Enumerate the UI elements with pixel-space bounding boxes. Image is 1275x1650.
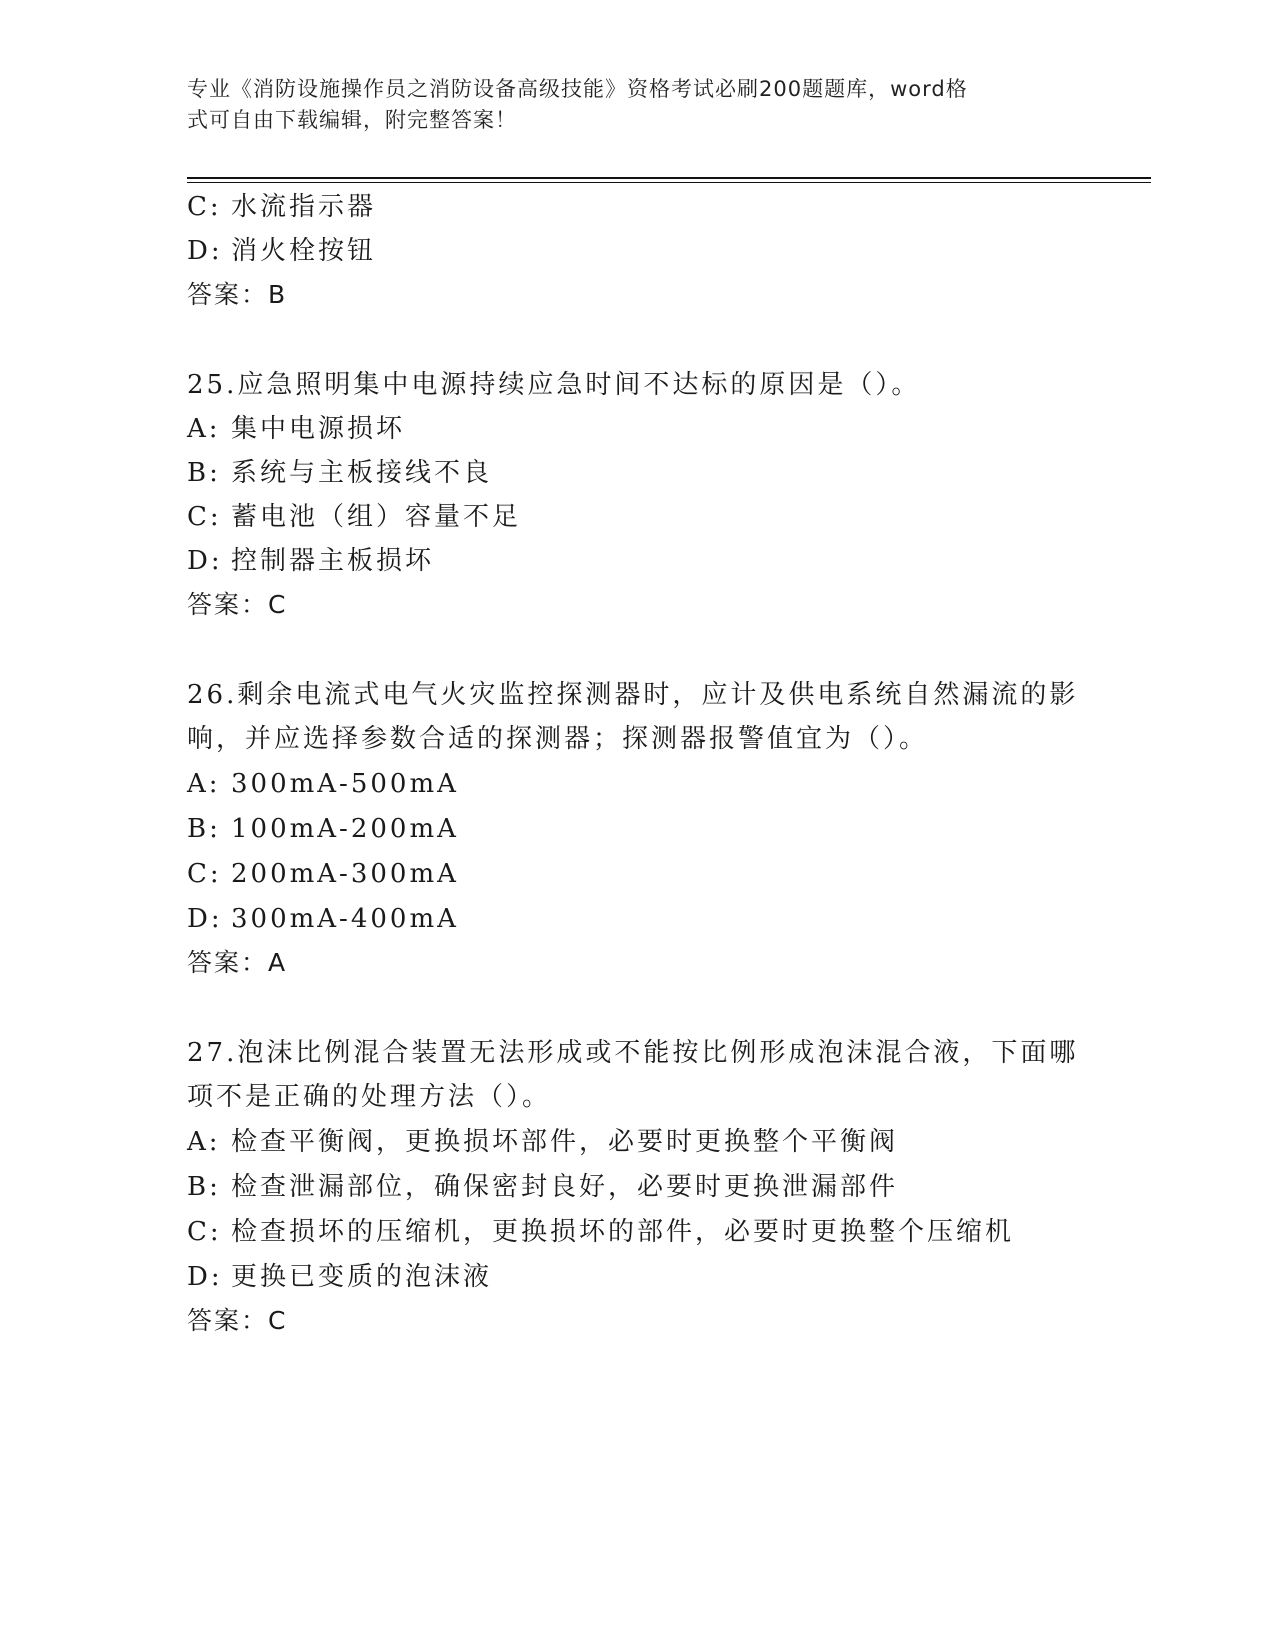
option-b — [187, 1170, 898, 1204]
header-line-2: 式可自由下载编辑，附完整答案！ — [187, 108, 517, 132]
option-label: C: — [187, 192, 222, 222]
answer: 答案：A — [187, 948, 288, 977]
option-text: 控制器主板损坏 — [231, 546, 435, 576]
option-text: 100mA-200mA — [231, 814, 459, 844]
option-b — [187, 456, 492, 490]
answer: 答案：B — [187, 280, 288, 309]
option-text: 蓄电池（组）容量不足 — [231, 502, 522, 532]
option-text: 200mA-300mA — [231, 859, 459, 889]
question-stem-continued: 响，并应选择参数合适的探测器；探测器报警值宜为（）。 — [187, 724, 929, 754]
option-label: B: — [187, 814, 221, 844]
question-stem: 27.泡沫比例混合装置无法形成或不能按比例形成泡沫混合液，下面哪 — [187, 1038, 1079, 1068]
question-stem-continued: 项不是正确的处理方法（）。 — [187, 1082, 552, 1112]
option-d — [187, 902, 459, 936]
option-text: 消火栓按钮 — [231, 236, 377, 266]
answer: 答案：C — [187, 1306, 288, 1335]
option-label: C: — [187, 1217, 222, 1247]
option-label: D: — [187, 236, 223, 266]
option-d — [187, 234, 376, 268]
option-text: 检查泄漏部位，确保密封良好，必要时更换泄漏部件 — [231, 1172, 899, 1202]
header-divider-top — [187, 177, 1151, 179]
option-text: 水流指示器 — [231, 192, 377, 222]
option-label: C: — [187, 859, 222, 889]
answer: 答案：C — [187, 590, 288, 619]
option-a — [187, 1125, 898, 1159]
option-d — [187, 1260, 492, 1294]
question-stem: 26.剩余电流式电气火灾监控探测器时，应计及供电系统自然漏流的影 — [187, 680, 1079, 710]
option-label: D: — [187, 904, 223, 934]
option-c — [187, 500, 521, 534]
header-divider-bottom — [187, 182, 1151, 183]
option-label: C: — [187, 502, 222, 532]
option-a — [187, 767, 459, 801]
header-line-1: 专业《消防设施操作员之消防设备高级技能》资格考试必刷200题题库，word格 — [187, 77, 968, 101]
option-c — [187, 1215, 1014, 1249]
option-text: 检查损坏的压缩机，更换损坏的部件，必要时更换整个压缩机 — [231, 1217, 1015, 1247]
option-text: 集中电源损坏 — [231, 414, 406, 444]
option-label: D: — [187, 546, 223, 576]
option-c — [187, 857, 459, 891]
option-b — [187, 812, 459, 846]
option-text: 300mA-500mA — [231, 769, 459, 799]
option-a — [187, 412, 405, 446]
option-label: B: — [187, 1172, 221, 1202]
option-c — [187, 190, 376, 224]
question-stem: 25.应急照明集中电源持续应急时间不达标的原因是（）。 — [187, 370, 921, 400]
option-text: 更换已变质的泡沫液 — [231, 1262, 493, 1292]
document-header — [187, 74, 1067, 136]
option-text: 检查平衡阀，更换损坏部件，必要时更换整个平衡阀 — [231, 1127, 899, 1157]
option-label: A: — [187, 1127, 221, 1157]
option-label: A: — [187, 769, 221, 799]
option-d — [187, 544, 434, 578]
option-label: A: — [187, 414, 221, 444]
option-label: D: — [187, 1262, 223, 1292]
option-label: B: — [187, 458, 221, 488]
option-text: 300mA-400mA — [231, 904, 459, 934]
option-text: 系统与主板接线不良 — [231, 458, 493, 488]
